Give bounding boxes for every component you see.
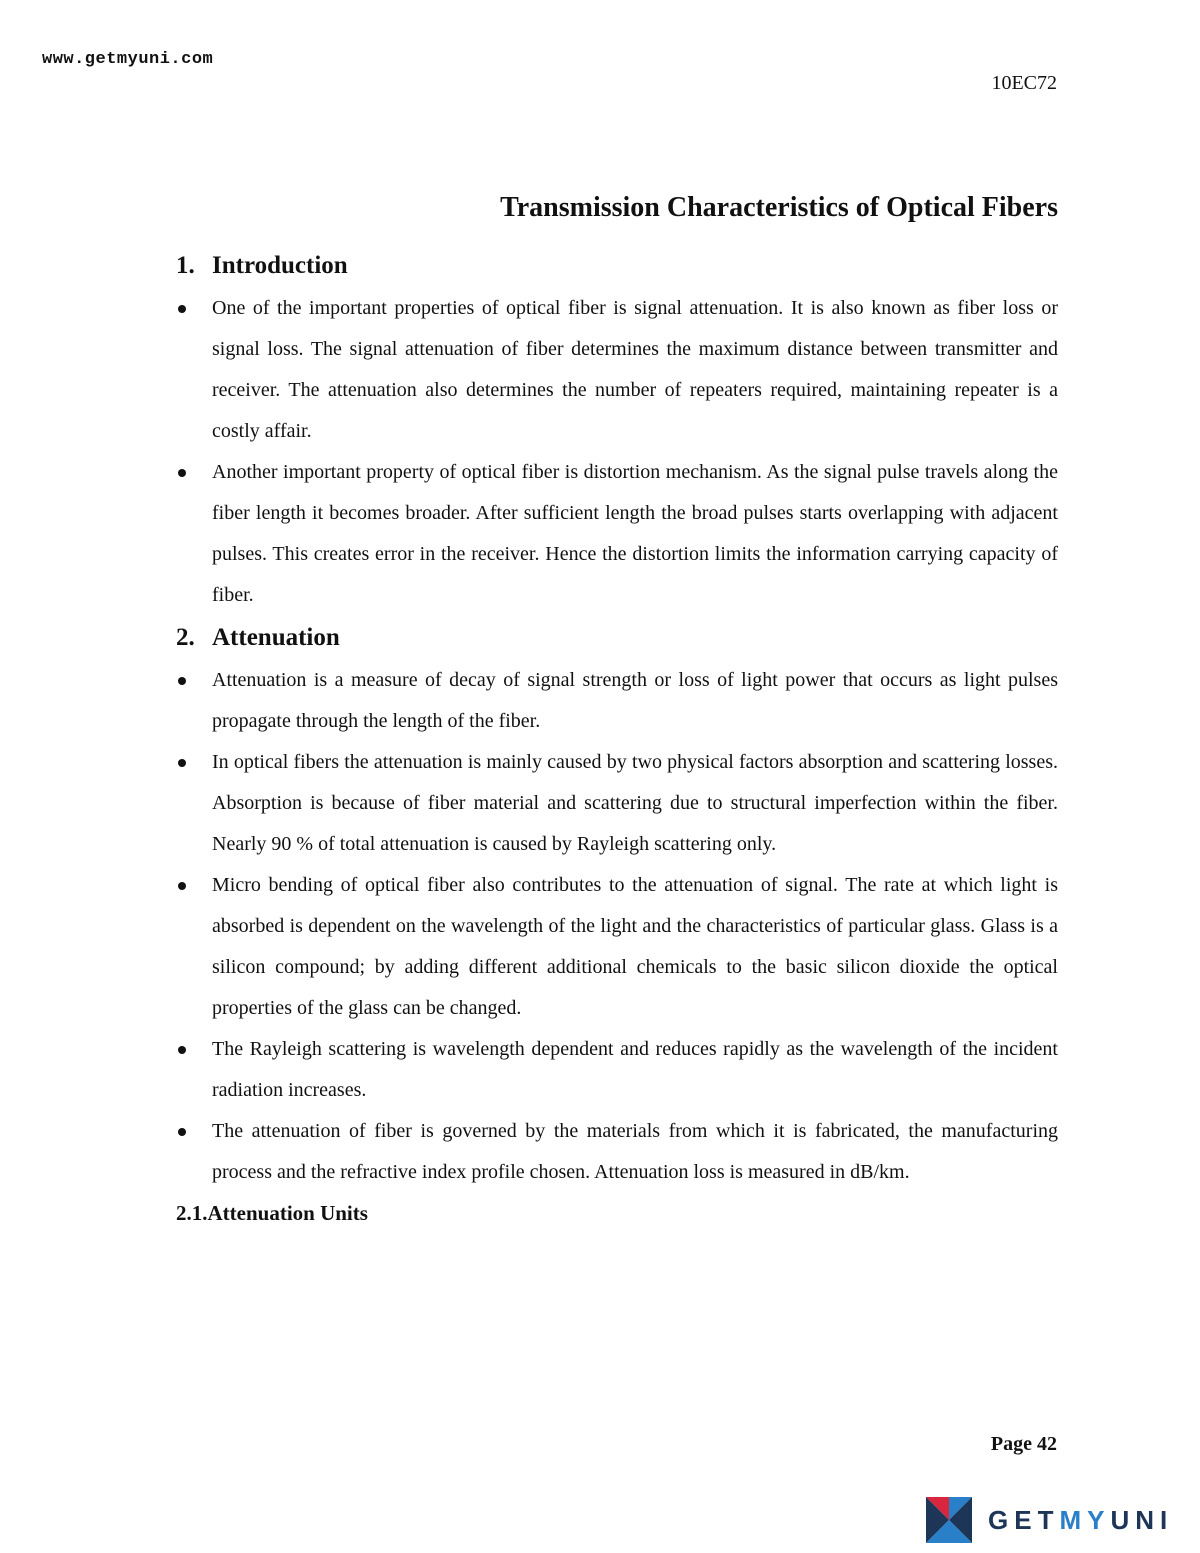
site-url[interactable]: www.getmyuni.com [42, 50, 214, 69]
bullet-item: One of the important properties of optical fiber is signal attenuation. It is also known as fiber loss or signal loss. The signal attenuation of fiber determines the maximum distance between transmitter and receiver. The attenuation also determines the number of repeaters required, maintaining repeater is a costly affair. [176, 288, 1058, 452]
section-title: Introduction [212, 252, 348, 279]
section-heading-attenuation [176, 622, 1058, 654]
getmyuni-logo-icon [926, 1497, 972, 1543]
section-number: 2. [176, 624, 195, 651]
bullet-list-introduction [176, 288, 1058, 616]
logo-text-accent: MY [1059, 1504, 1111, 1535]
bullet-item: Another important property of optical fiber is distortion mechanism. As the signal pulse travels along the fiber length it becomes broader. After sufficient length the broad pulses starts overlapping with adjacent pulses. This creates error in the receiver. Hence the distortion limits the information carrying capacity of fiber. [176, 452, 1058, 616]
course-code: 10EC72 [991, 72, 1057, 94]
subsection-heading: 2.1.Attenuation Units [176, 1201, 368, 1225]
logo-text-prefix: GET [988, 1504, 1060, 1535]
section-heading-introduction [176, 250, 1058, 282]
bullet-item: The attenuation of fiber is governed by the materials from which it is fabricated, the manufacturing process and the refractive index profile chosen. Attenuation loss is measured in dB/km. [176, 1111, 1058, 1193]
section-title: Attenuation [212, 624, 340, 651]
bullet-item: Micro bending of optical fiber also contributes to the attenuation of signal. The rate at which light is absorbed is dependent on the wavelength of the light and the characteristics of particular glass. Glass is a silicon compound; by adding different additional chemicals to the basic silicon dioxide the optical properties of the glass can be changed. [176, 865, 1058, 1029]
page-number: Page 42 [990, 1433, 1057, 1455]
logo-text-suffix: UNI [1110, 1504, 1174, 1535]
bullet-item: Attenuation is a measure of decay of signal strength or loss of light power that occurs as light pulses propagate through the length of the fiber. [176, 660, 1058, 742]
document-title: Transmission Characteristics of Optical Fibers [500, 192, 1058, 223]
logo-wordmark [988, 1505, 1173, 1536]
bullet-item: In optical fibers the attenuation is mainly caused by two physical factors absorption and scattering losses. Absorption is because of fiber material and scattering due to structural imperfection within the fiber. Nearly 90 % of total attenuation is caused by Rayleigh scattering only. [176, 742, 1058, 865]
bullet-list-attenuation [176, 660, 1058, 1193]
getmyuni-logo[interactable] [926, 1497, 1173, 1543]
bullet-item: The Rayleigh scattering is wavelength dependent and reduces rapidly as the wavelength of the incident radiation increases. [176, 1029, 1058, 1111]
section-number: 1. [176, 252, 195, 279]
document-body [176, 250, 1058, 1231]
